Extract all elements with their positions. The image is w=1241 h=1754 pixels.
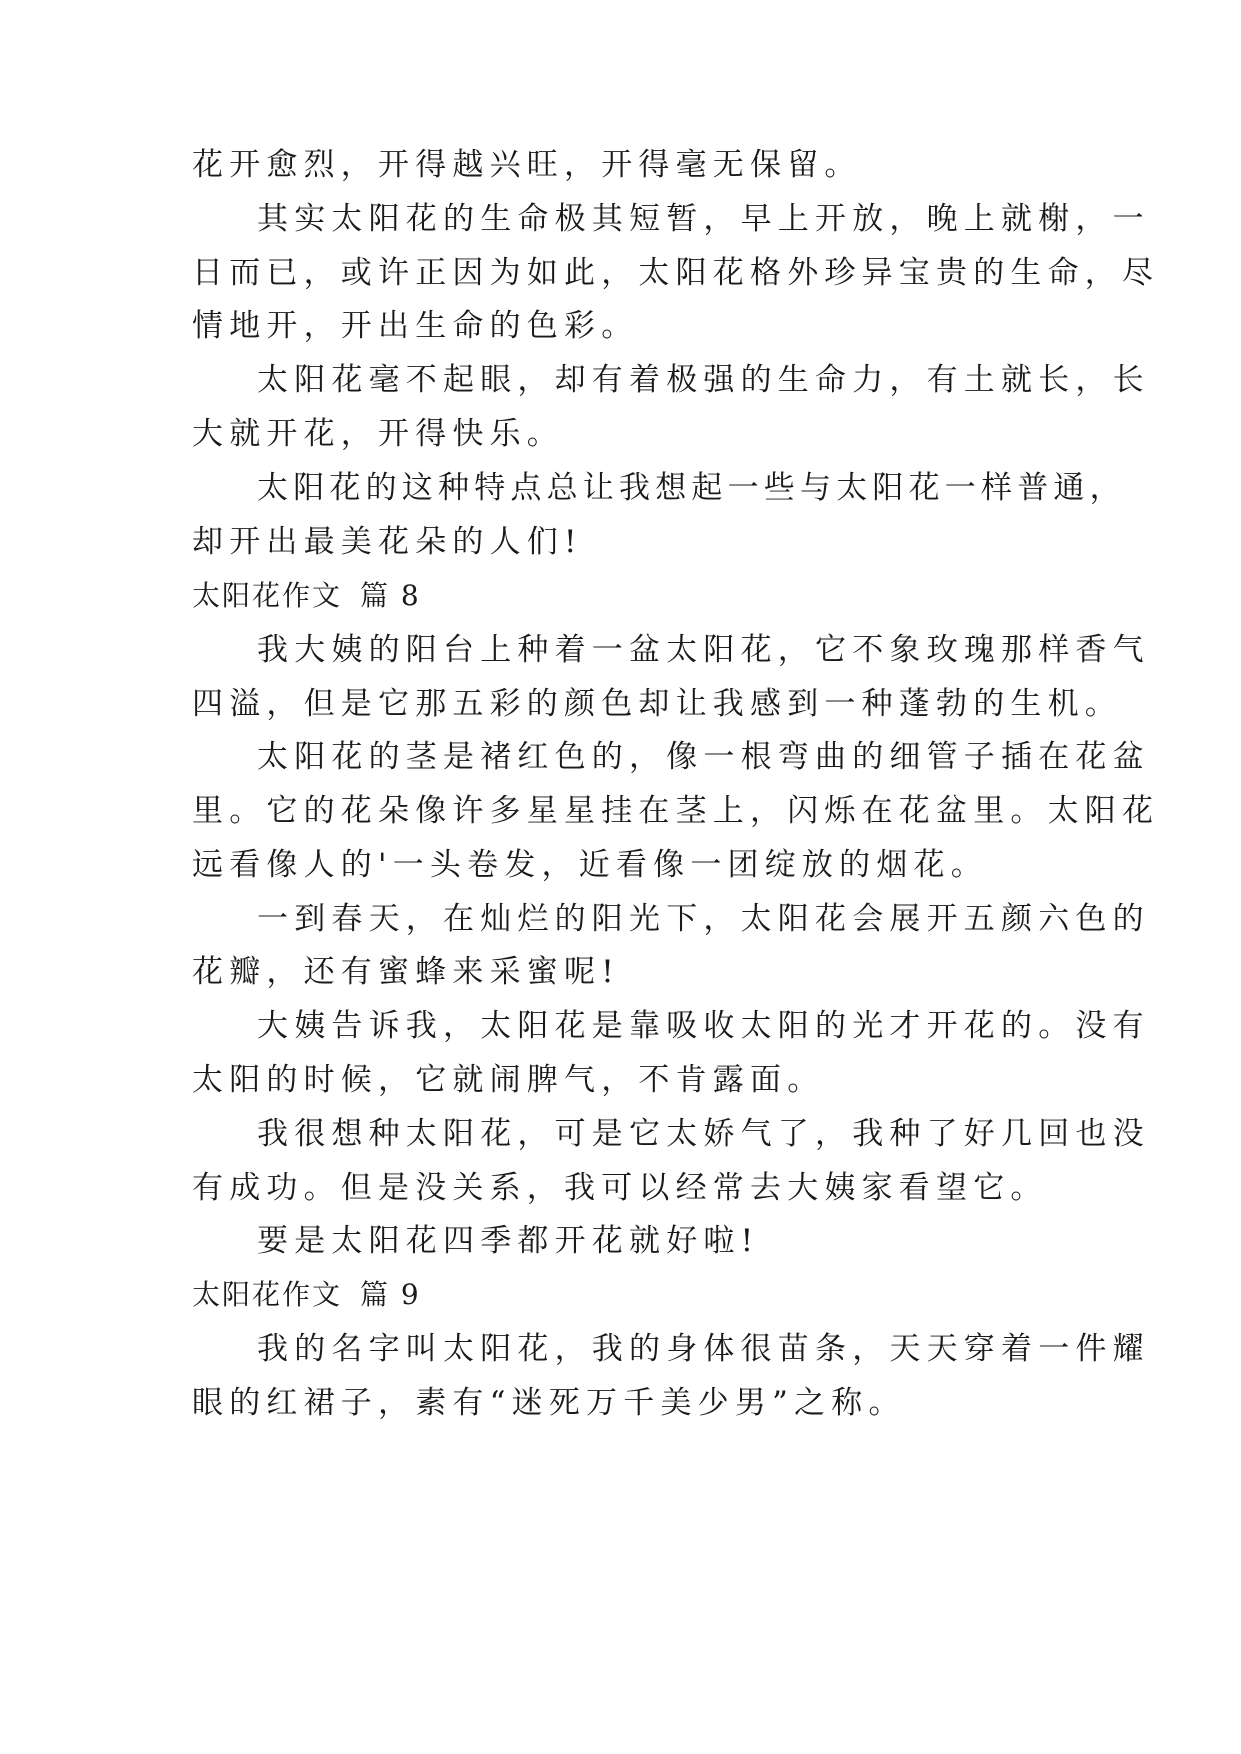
- paragraph-line: 情地开，开出生命的色彩。: [192, 308, 639, 344]
- paragraph-line: 我大姨的阳台上种着一盆太阳花，它不象玫瑰那样香气: [257, 632, 1150, 668]
- paragraph-line: 里。它的花朵像许多星星挂在茎上，闪烁在花盆里。太阳花: [192, 793, 1160, 829]
- paragraph-line: 要是太阳花四季都开花就好啦!: [257, 1223, 760, 1259]
- section-heading: [192, 1275, 421, 1315]
- paragraph-line: 大姨告诉我，太阳花是靠吸收太阳的光才开花的。没有: [257, 1008, 1150, 1044]
- section-heading-title: 太阳花作文: [192, 579, 343, 612]
- paragraph-line: 花开愈烈，开得越兴旺，开得毫无保留。: [192, 147, 862, 183]
- paragraph-line: 有成功。但是没关系，我可以经常去大姨家看望它。: [192, 1170, 1048, 1206]
- paragraph-line: 太阳花的这种特点总让我想起一些与太阳花一样普通，: [257, 470, 1126, 506]
- paragraph-line: 花瓣，还有蜜蜂来采蜜呢!: [192, 954, 620, 990]
- paragraph-line: 太阳花毫不起眼，却有着极强的生命力，有土就长，长: [257, 362, 1150, 398]
- paragraph-line: 却开出最美花朵的人们!: [192, 524, 583, 560]
- paragraph-line: 远看像人的'一头卷发，近看像一团绽放的烟花。: [192, 847, 988, 883]
- section-heading-title: 太阳花作文: [192, 1278, 343, 1311]
- paragraph-line: 太阳的时候，它就闹脾气，不肯露面。: [192, 1062, 825, 1098]
- paragraph-line: 日而已，或许正因为如此，太阳花格外珍异宝贵的生命，尽: [192, 255, 1160, 291]
- paragraph-line: 我很想种太阳花，可是它太娇气了，我种了好几回也没: [257, 1116, 1150, 1152]
- section-heading: [192, 576, 421, 616]
- paragraph-line: 大就开花，开得快乐。: [192, 416, 564, 452]
- paragraph-line: 眼的红裙子，素有“迷死万千美少男”之称。: [192, 1385, 906, 1421]
- section-heading-number: 篇 9: [360, 1278, 421, 1311]
- paragraph-line: 太阳花的茎是褚红色的，像一根弯曲的细管子插在花盆: [257, 739, 1150, 775]
- paragraph-line: 一到春天，在灿烂的阳光下，太阳花会展开五颜六色的: [257, 901, 1150, 937]
- paragraph-line: 其实太阳花的生命极其短暂，早上开放，晚上就榭，一: [257, 201, 1150, 237]
- paragraph-line: 我的名字叫太阳花，我的身体很苗条，天天穿着一件耀: [257, 1331, 1150, 1367]
- section-heading-number: 篇 8: [360, 579, 421, 612]
- paragraph-line: 四溢，但是它那五彩的颜色却让我感到一种蓬勃的生机。: [192, 686, 1122, 722]
